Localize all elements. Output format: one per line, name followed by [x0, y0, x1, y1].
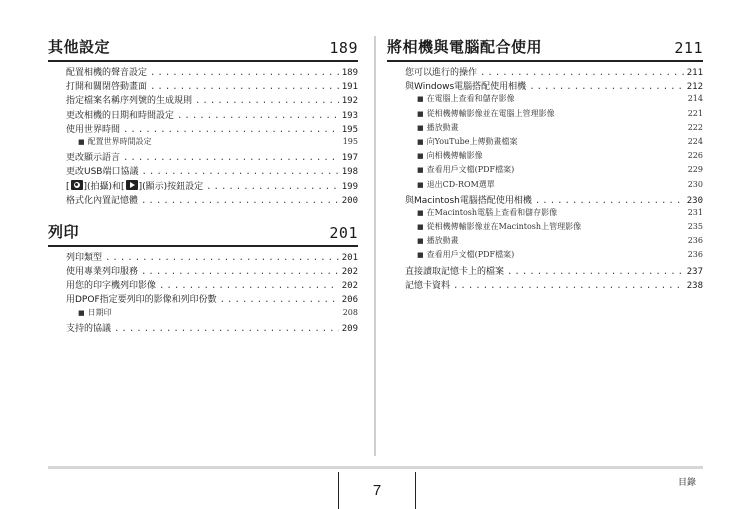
entry-label: ■ 在電腦上查看和儲存影像	[417, 94, 515, 104]
dot-leader	[141, 196, 339, 206]
entry-label: 配置相機的聲音設定	[66, 68, 148, 78]
entry-label: 與Windows電腦搭配使用相機	[405, 82, 527, 93]
entry-label: ■ 向相機傳輸影像	[417, 151, 483, 161]
section-page: 201	[329, 223, 358, 242]
section-computer	[387, 36, 703, 292]
square-bullet-icon: ■	[78, 137, 85, 146]
toc-entry[interactable]	[66, 179, 358, 193]
entry-label: 更改顯示語言	[66, 153, 121, 164]
square-bullet-icon: ■	[417, 137, 424, 146]
toc-entry[interactable]	[405, 264, 703, 278]
section-header	[48, 221, 358, 247]
entry-page-number: 214	[687, 94, 703, 104]
toc-entries	[66, 65, 358, 207]
entry-label: ■ 退出CD-ROM選單	[417, 179, 495, 189]
entry-page-number: 236	[687, 250, 703, 260]
entry-label: ■ 從相機傳輸影像並在Macintosh上管理影像	[417, 222, 582, 232]
entry-label: ■ 查看用戶文檔(PDF檔案)	[417, 165, 515, 175]
entry-page-number: 197	[341, 153, 358, 164]
entry-label: ■ 播放動畫	[417, 122, 459, 132]
toc-subentry[interactable]	[405, 122, 703, 136]
entry-page-number: 231	[687, 207, 703, 217]
section-title: 列印	[48, 222, 80, 241]
dot-leader	[123, 153, 339, 163]
entry-label: 指定檔案名稱序列號的生成規則	[66, 96, 193, 107]
entry-page-number: 226	[687, 151, 703, 161]
dot-leader	[535, 196, 684, 206]
footer-contents-label: 目錄	[678, 478, 697, 488]
square-bullet-icon: ■	[78, 308, 85, 317]
dot-leader	[141, 267, 339, 277]
camera-icon	[71, 180, 83, 190]
footer-rule	[48, 466, 703, 469]
toc-subentry[interactable]	[405, 207, 703, 221]
toc-entry[interactable]	[66, 150, 358, 164]
entry-page-number: 221	[687, 108, 703, 118]
entry-page-number: 198	[341, 167, 358, 178]
toc-subentry[interactable]	[405, 136, 703, 150]
entry-page-number: 212	[686, 82, 703, 93]
square-bullet-icon: ■	[417, 152, 424, 161]
play-icon	[126, 180, 138, 190]
entry-page-number: 192	[341, 96, 358, 107]
entry-label: 與Macintosh電腦搭配使用相機	[405, 195, 532, 206]
toc-subentry[interactable]	[405, 221, 703, 235]
toc-subentry[interactable]	[405, 235, 703, 249]
entry-page-number: 191	[341, 82, 358, 93]
entry-page-number: 201	[341, 252, 358, 263]
section-page: 211	[674, 39, 703, 57]
entry-label: ■ 配置世界時間設定	[78, 136, 152, 146]
square-bullet-icon: ■	[417, 208, 424, 217]
page-number	[338, 472, 416, 509]
entry-page-number: 202	[341, 281, 358, 292]
square-bullet-icon: ■	[417, 95, 424, 104]
entry-page-number: 195	[342, 136, 358, 146]
toc-entry[interactable]	[66, 164, 358, 178]
entry-label: 記憶卡資料	[405, 280, 451, 291]
toc-subentry[interactable]	[405, 249, 703, 263]
toc-entries	[405, 65, 703, 292]
entry-label: ■ 播放動畫	[417, 236, 459, 246]
dot-leader	[507, 267, 684, 277]
page-number-text: 7	[372, 482, 382, 499]
toc-entry[interactable]	[66, 321, 358, 335]
entry-label: 支持的協議	[66, 323, 112, 334]
entry-label: ■ 在Macintosh電腦上查看和儲存影像	[417, 207, 558, 217]
toc-entry[interactable]	[66, 108, 358, 122]
entry-page-number: 222	[687, 122, 703, 132]
dot-leader	[150, 68, 339, 78]
entry-page-number: 230	[687, 179, 703, 189]
entry-label: 直接讀取記憶卡上的檔案	[405, 266, 505, 277]
entry-label: 使用專業列印服務	[66, 267, 139, 278]
section-header	[48, 36, 358, 62]
entry-label: 列印類型	[66, 252, 103, 263]
square-bullet-icon: ■	[417, 109, 424, 118]
entry-label: 更改USB端口協議	[66, 167, 139, 178]
dot-leader	[105, 253, 339, 263]
entry-page-number: 230	[686, 195, 703, 206]
entry-page-number: 209	[341, 323, 358, 334]
square-bullet-icon: ■	[417, 166, 424, 175]
square-bullet-icon: ■	[417, 251, 424, 260]
entry-page-number: 193	[341, 110, 358, 121]
dot-leader	[159, 281, 339, 291]
toc-subentry[interactable]	[66, 136, 358, 150]
entry-page-number: 235	[687, 222, 703, 232]
toc-entry[interactable]	[66, 122, 358, 136]
entry-label: [ ](拍攝)和[ ](顯示)按鈕設定	[66, 181, 204, 192]
entry-label: ■ 查看用戶文檔(PDF檔案)	[417, 250, 515, 260]
entry-page-number: 224	[687, 136, 703, 146]
dot-leader	[480, 68, 684, 78]
toc-entry[interactable]	[405, 79, 703, 93]
toc-entry[interactable]	[66, 65, 358, 79]
square-bullet-icon: ■	[417, 180, 424, 189]
entry-label: 用DPOF指定要列印的影像和列印份數	[66, 295, 217, 306]
toc-entry[interactable]	[66, 93, 358, 107]
dot-leader	[206, 182, 339, 192]
toc-entry[interactable]	[66, 193, 358, 207]
entry-label: 用您的印字機列印影像	[66, 281, 157, 292]
toc-left-column	[48, 36, 358, 349]
section-header	[387, 36, 703, 62]
dot-leader	[220, 295, 339, 305]
toc-subentry[interactable]	[405, 150, 703, 164]
toc-entries	[66, 250, 358, 335]
entry-label: ■ 從相機傳輸影像並在電腦上管理影像	[417, 108, 555, 118]
entry-label: 打開和關閉啓動畫面	[66, 82, 148, 93]
section-title: 其他設定	[48, 38, 111, 56]
toc-entry[interactable]	[66, 250, 358, 264]
square-bullet-icon: ■	[417, 123, 424, 132]
dot-leader	[529, 82, 684, 92]
entry-label: 您可以進行的操作	[405, 68, 478, 78]
toc-subentry[interactable]	[66, 307, 358, 321]
dot-leader	[453, 281, 684, 291]
dot-leader	[123, 125, 339, 135]
entry-page-number: 206	[341, 295, 358, 306]
square-bullet-icon: ■	[417, 237, 424, 246]
toc-entry[interactable]	[66, 264, 358, 278]
toc-subentry[interactable]	[405, 93, 703, 107]
entry-page-number: 236	[687, 236, 703, 246]
toc-entry[interactable]	[405, 278, 703, 292]
toc-entry[interactable]	[66, 292, 358, 306]
entry-page-number: 229	[687, 165, 703, 175]
toc-subentry[interactable]	[405, 164, 703, 178]
entry-page-number: 237	[686, 266, 703, 277]
toc-entry[interactable]	[66, 79, 358, 93]
toc-entry[interactable]	[66, 278, 358, 292]
section-title: 將相機與電腦配合使用	[387, 38, 543, 56]
dot-leader	[150, 82, 339, 92]
entry-label: 使用世界時間	[66, 124, 121, 135]
entry-label: 更改相機的日期和時間設定	[66, 110, 175, 121]
entry-label: 格式化內置記憶體	[66, 195, 139, 206]
entry-page-number: 195	[341, 124, 358, 135]
dot-leader	[114, 324, 339, 334]
toc-right-column	[387, 36, 703, 306]
section-page: 189	[329, 39, 358, 57]
entry-label: ■ 日期印	[78, 307, 112, 317]
entry-page-number: 199	[341, 181, 358, 192]
entry-page-number: 238	[686, 280, 703, 291]
entry-label: ■ 向YouTube上傳動畫檔案	[417, 136, 518, 146]
entry-page-number: 200	[341, 195, 358, 206]
square-bullet-icon: ■	[417, 223, 424, 232]
section-printing	[48, 221, 358, 335]
entry-page-number: 189	[341, 68, 358, 78]
column-divider	[374, 36, 376, 456]
dot-leader	[177, 111, 339, 121]
entry-page-number: 211	[686, 68, 703, 78]
toc-entry[interactable]	[405, 193, 703, 207]
toc-entry[interactable]	[405, 65, 703, 79]
entry-page-number: 202	[341, 267, 358, 278]
toc-subentry[interactable]	[405, 108, 703, 122]
section-other-settings	[48, 36, 358, 207]
dot-leader	[195, 96, 339, 106]
dot-leader	[141, 167, 338, 177]
toc-subentry[interactable]	[405, 179, 703, 193]
entry-page-number: 208	[342, 307, 358, 317]
